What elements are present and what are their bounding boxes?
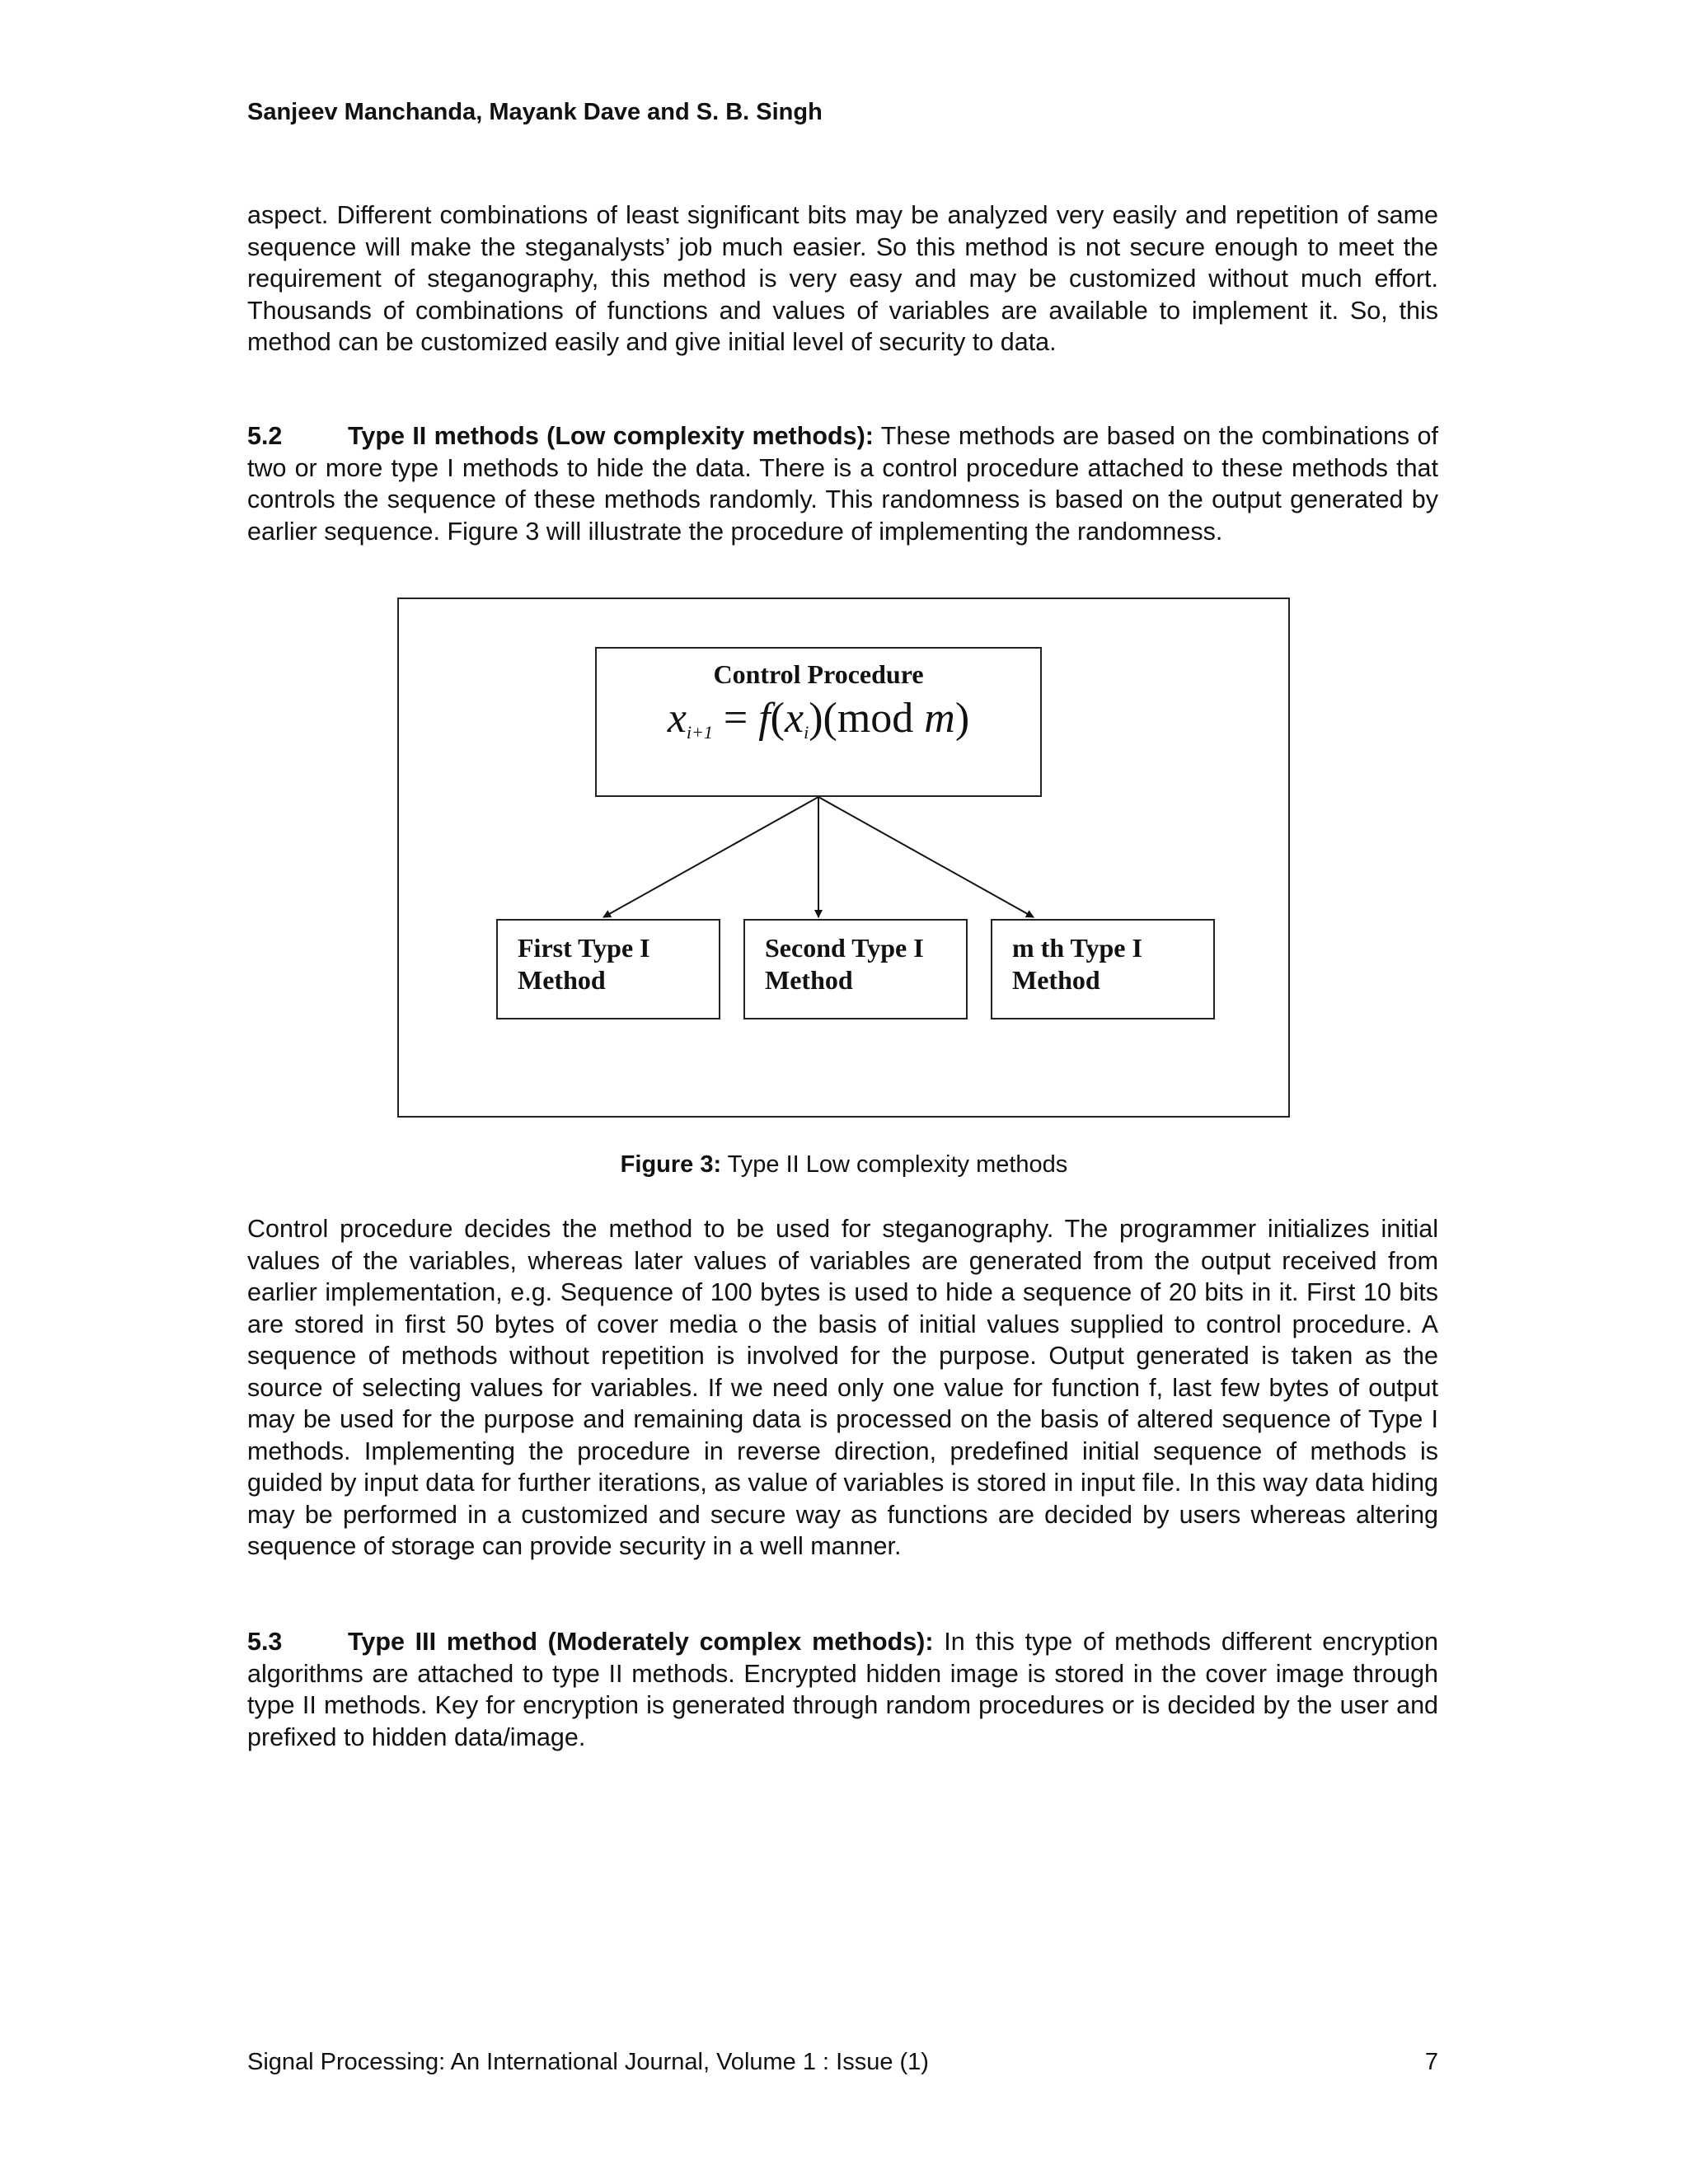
formula-mod-close: ) [954, 695, 970, 742]
formula-eq: = [723, 695, 748, 742]
section-5-2-paragraph [247, 420, 1438, 547]
formula-arg-sub: i [804, 722, 809, 743]
formula-arg-var: x [784, 695, 804, 742]
control-procedure-title: Control Procedure [713, 659, 924, 689]
section-title: Type II methods (Low complexity methods): [348, 422, 874, 450]
caption-text: Type II Low complexity methods [721, 1151, 1068, 1178]
method-label-line2: Method [1012, 965, 1100, 995]
paragraph-control-procedure: Control procedure decides the method to be used for steganography. The programmer initializes initial values of the variables, whereas later values of variables are generated from the output received from earlier implementation, e.g. Sequence of 100 bytes is used to hide a sequence of 20 bits in it. First 10 bits are stored in first 50 bytes of cover media o the basis of initial values supplied to control procedure. A sequence of methods without repetition is involved for the purpose. Output generated is taken as the source of selecting values for variables. If we need only one value for function f, last few bytes of output may be used for the purpose and remaining data is processed on the basis of altered sequence of Type I methods. Implementing the procedure in reverse direction, predefined initial sequence of methods is guided by input data for further iterations, as value of variables is stored in input file. In this way data hiding may be performed in a customized and secure way as functions are decided by users whereas altering sequence of storage can provide security in a well manner. [247, 1215, 1438, 1560]
formula-mod-var: m [924, 695, 955, 742]
method-label-line1: m th Type I [1012, 933, 1142, 963]
paragraph-aspect: aspect. Different combinations of least significant bits may be analyzed very easily and repetition of same sequence will make the steganalysts’ job much easier. So this method is not secure enough to meet the requirement of steganography, this method is very easy and may be customized without much effort. Thousands of combinations of functions and values of variables are available to implement it. So, this method can be customized easily and give initial level of security to data. [247, 201, 1438, 356]
formula-close: ) [809, 695, 823, 742]
formula-lhs-sub: i+1 [686, 722, 713, 743]
second-method-box [743, 919, 968, 1019]
section-number: 5.3 [247, 1628, 283, 1656]
running-header-authors: Sanjeev Manchanda, Mayank Dave and S. B. Singh [247, 99, 823, 125]
method-label-line2: Method [518, 965, 606, 995]
arrow-to-mth-method [818, 797, 1034, 917]
recurrence-formula [597, 694, 1040, 757]
section-text: These methods are based on the combinations of two or more type I methods to hide the data. There is a control procedure attached to these methods that controls the sequence of these methods randomly. This randomness is based on the output generated by earlier sequence. Figure 3 will illustrate the procedure of implementing the randomness. [247, 422, 1438, 546]
section-number: 5.2 [247, 422, 283, 450]
section-text: In this type of methods different encryption algorithms are attached to type II methods. Encrypted hidden image is stored in the cover image through type II methods. Key for encryption is generated through random procedures or is decided by the user and prefixed to hidden data/image. [247, 1628, 1438, 1751]
caption-label: Figure 3: [620, 1151, 722, 1178]
mth-method-box [991, 919, 1215, 1019]
control-procedure-box [595, 647, 1042, 797]
arrow-to-first-method [603, 797, 818, 917]
figure-3-diagram [397, 598, 1290, 1118]
page-footer [247, 2049, 1438, 2076]
formula-open: ( [770, 695, 785, 742]
method-label-line2: Method [765, 965, 853, 995]
formula-func: f [758, 695, 771, 742]
figure-caption [0, 1151, 1688, 1179]
first-method-box [496, 919, 720, 1019]
section-5-3-paragraph [247, 1626, 1438, 1753]
page-number: 7 [1424, 2049, 1438, 2075]
section-title: Type III method (Moderately complex methods): [348, 1628, 934, 1656]
method-label-line1: First Type I [518, 933, 650, 963]
formula-lhs-var: x [667, 695, 687, 742]
method-label-line1: Second Type I [765, 933, 924, 963]
footer-journal: Signal Processing: An International Journal, Volume 1 : Issue (1) [247, 2049, 929, 2075]
formula-mod: (mod [823, 695, 914, 742]
